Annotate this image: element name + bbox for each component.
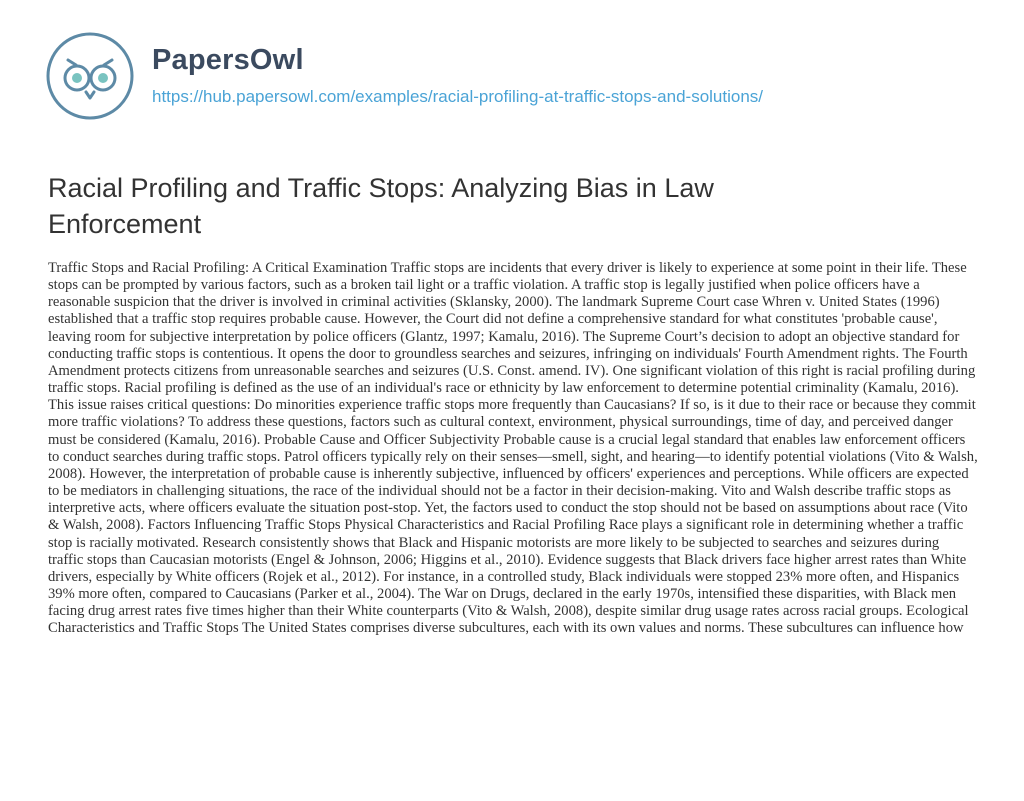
article-title: Racial Profiling and Traffic Stops: Analyzing Bias in Law Enforcement: [48, 173, 714, 239]
brand-name[interactable]: PapersOwl: [152, 44, 304, 77]
article-body: Traffic Stops and Racial Profiling: A Critical Examination Traffic stops are incidents that every driver is likely to experience at some point in their life. These stops can be prompted by various factors, such as a broken tail light or a traffic violation. A traffic stop is legally justified when police officers have a reasonable suspicion that the driver is involved in criminal activities (Sklansky, 2000). The landmark Supreme Court case Whren v. United States (1996) established that a traffic stop requires probable cause. However, the Court did not define a comprehensive standard for what constitutes 'probable cause', leaving room for subjective interpretation by police officers (Glantz, 1997; Kamalu, 2016). The Supreme Court’s decision to adopt an objective standard for conducting traffic stops is contentious. It opens the door to groundless searches and seizures, infringing on individuals' Fourth Amendment rights. The Fourth Amendment protects citizens from unreasonable searches and seizures (U.S. Const. amend. IV). One significant violation of this right is racial profiling during traffic stops. Racial profiling is defined as the use of an individual's race or ethnicity by law enforcement to determine potential criminality (Kamalu, 2016). This issue raises critical questions: Do minorities experience traffic stops more frequently than Caucasians? If so, is it due to their race or because they commit more traffic violations? To address these questions, factors such as cultural context, environment, physical surroundings, time of day, and perceived danger must be considered (Kamalu, 2016). Probable Cause and Officer Subjectivity Probable cause is a crucial legal standard that enables law enforcement officers to conduct searches during traffic stops. Patrol officers typically rely on their senses—smell, sight, and hearing—to identify potential violations (Vito & Walsh, 2008). However, the interpretation of probable cause is inherently subjective, influenced by officers' experiences and perceptions. While officers are expected to be mediators in challenging situations, the race of the individual should not be a factor in their decision-making. Vito and Walsh describe traffic stops as interpretive acts, where officers evaluate the situation post-stop. Yet, the factors used to conduct the stop should not be based on assumptions about race (Vito & Walsh, 2008). Factors Influencing Traffic Stops Physical Characteristics and Racial Profiling Race plays a significant role in determining whether a traffic stop is racially motivated. Research consistently shows that Black and Hispanic motorists are more likely to be subjected to searches and seizures during traffic stops than Caucasian motorists (Engel & Johnson, 2006; Higgins et al., 2010). Evidence suggests that Black drivers face higher arrest rates than White drivers, especially by White officers (Rojek et al., 2012). For instance, in a controlled study, Black individuals were stopped 23% more often, and Hispanics 39% more often, compared to Caucasians (Parker et al., 2004). The War on Drugs, declared in the early 1970s, intensified these disparities, with Black men facing drug arrest rates five times higher than their White counterparts (Vito & Walsh, 2008), despite similar drug usage rates across racial groups. Ecological Characteristics and Traffic Stops The United States comprises diverse subcultures, each with its own values and norms. These subcultures can influence how: [48, 260, 978, 637]
brand-block: [152, 45, 763, 107]
source-url-link[interactable]: https://hub.papersowl.com/examples/racial-profiling-at-traffic-stops-and-solutions/: [152, 86, 764, 106]
owl-logo-icon[interactable]: [46, 32, 134, 120]
site-header: [46, 32, 763, 120]
